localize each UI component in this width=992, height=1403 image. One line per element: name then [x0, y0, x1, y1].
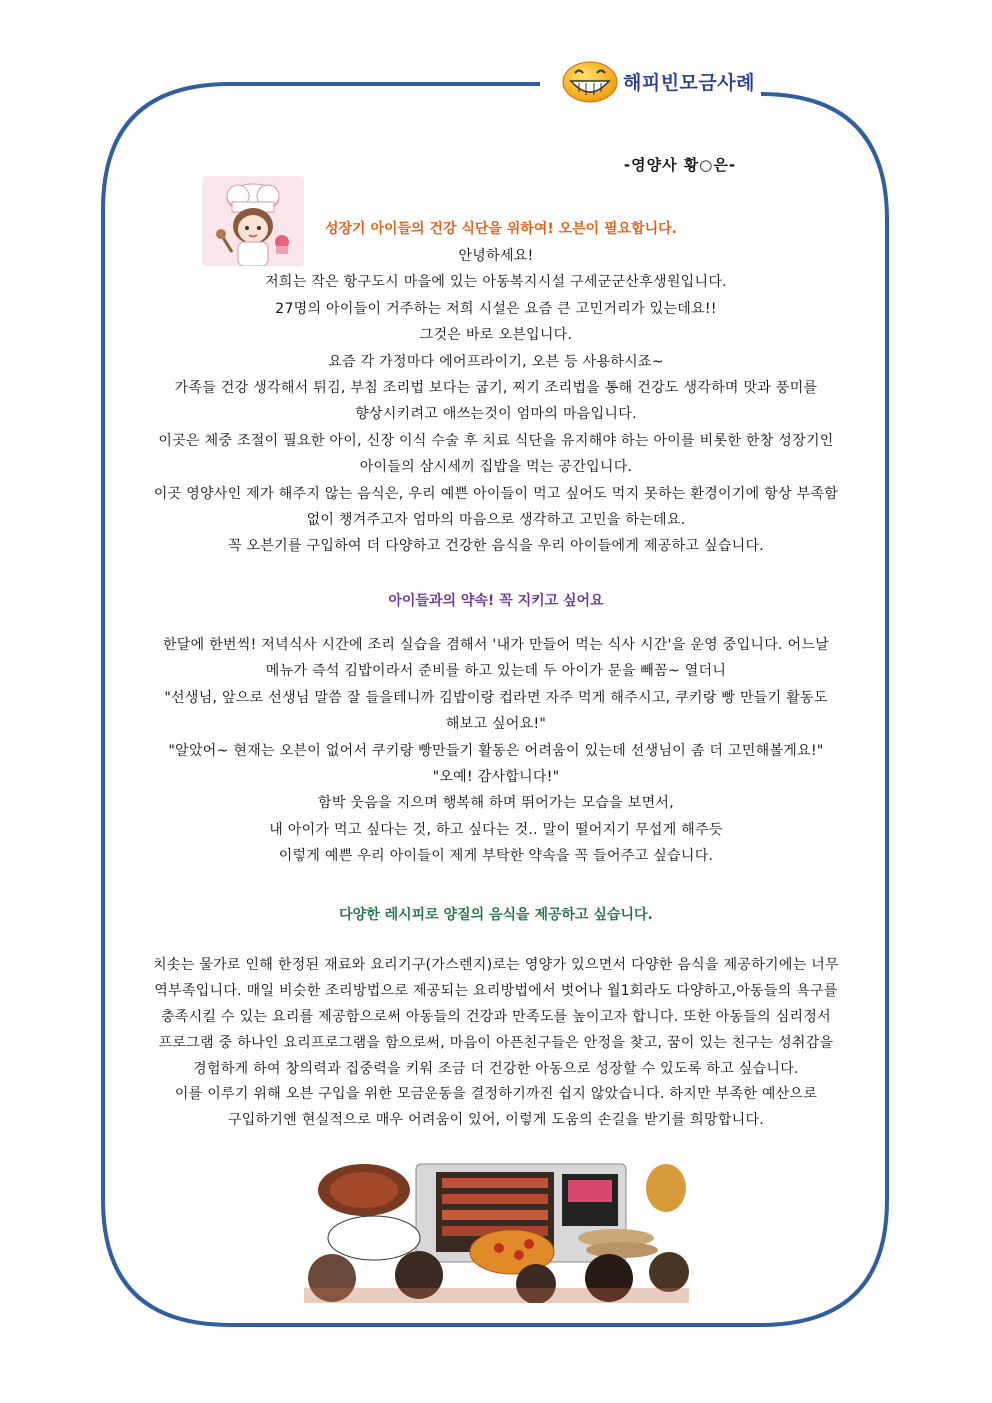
paragraph-line: 역부족입니다. 매일 비슷한 조리방법으로 제공되는 요리방법에서 벗어나 월1회라도 다양하고,아동들의 욕구를 — [154, 982, 838, 999]
paragraph-line: 안녕하세요! — [458, 248, 534, 264]
paragraph-line: 가족들 건강 생각해서 튀김, 부침 조리법 보다는 굽기, 찌기 조리법을 통해 건강도 생각하며 맛과 풍미를 — [174, 379, 818, 396]
section-heading-oven-needed: 성장기 아이들의 건강 식단을 위하여! 오븐이 필요합니다. — [325, 221, 677, 237]
paragraph-line: "오예! 감사합니다!" — [432, 768, 560, 785]
author-label: -영양사 황○은- — [623, 156, 737, 174]
paragraph-line: "선생님, 앞으로 선생님 말씀 잘 들을테니까 김밥이랑 컵라면 자주 먹게 해주시고, 쿠키랑 빵 만들기 활동도 — [164, 689, 828, 706]
logo-text: 해피빈모금사례 — [623, 71, 755, 94]
section-heading-recipes: 다양한 레시피로 양질의 음식을 제공하고 싶습니다. — [339, 907, 653, 923]
paragraph-line: 내 아이가 먹고 싶다는 것, 하고 싶다는 것.. 말이 떨어지기 무섭게 해주듯 — [269, 821, 723, 838]
paragraph-line: "알았어~ 현재는 오븐이 없어서 쿠키랑 빵만들기 활동은 어려움이 있는데 선생님이 좀 더 고민해볼게요!" — [168, 742, 824, 759]
section-2-body — [100, 632, 892, 870]
paragraph-line: 요즘 각 가정마다 에어프라이기, 오븐 등 사용하시죠~ — [328, 353, 664, 370]
paragraph-line: 메뉴가 즉석 김밥이라서 준비를 하고 있는데 두 아이가 문을 빼꼼~ 열더니 — [265, 663, 727, 680]
oven-collage-photo — [304, 1160, 689, 1303]
paragraph-line: 충족시킬 수 있는 요리를 제공함으로써 아동들의 건강과 만족도를 높이고자 합니다. 또한 아동들의 심리정서 — [160, 1008, 831, 1025]
paragraph-line: 이렇게 예쁜 우리 아이들이 제게 부탁한 약속을 꼭 들어주고 싶습니다. — [278, 848, 714, 865]
logo — [555, 58, 761, 104]
paragraph-line: 27명의 아이들이 거주하는 저희 시설은 요즘 큰 고민거리가 있는데요!! — [275, 300, 717, 317]
paragraph-line: 한달에 한번씩! 저녁식사 시간에 조리 실습을 겸해서 '내가 만들어 먹는 식사 시간'을 운영 중입니다. 어느날 — [162, 637, 830, 653]
paragraph-line: 해보고 싶어요!" — [445, 716, 547, 733]
paragraph-line: 이를 이루기 위해 오븐 구입을 위한 모금운동을 결정하기까진 쉽지 않았습니다. 하지만 부족한 예산으로 — [174, 1086, 818, 1103]
paragraph-line: 구입하기엔 현실적으로 매우 어려움이 있어, 이렇게 도움의 손길을 받기를 희망합니다. — [227, 1112, 765, 1129]
paragraph-line: 그것은 바로 오븐입니다. — [419, 327, 573, 344]
paragraph-line: 향상시키려고 애쓰는것이 엄마의 마음입니다. — [355, 406, 637, 423]
paragraph-line: 아이들의 삼시세끼 집밥을 먹는 공간입니다. — [359, 459, 633, 476]
paragraph-line: 치솟는 물가로 인해 한정된 재료와 요리기구(가스렌지)로는 영양가 있으면서 다양한 음식을 제공하기에는 너무 — [153, 957, 839, 973]
paragraph-line: 경험하게 하여 창의력과 집중력을 키워 조금 더 건강한 아동으로 성장할 수 있도록 하고 싶습니다. — [193, 1060, 799, 1077]
paragraph-line: 저희는 작은 항구도시 마을에 있는 아동복지시설 구세군군산후생원입니다. — [265, 274, 727, 291]
paragraph-line: 없이 챙겨주고자 엄마의 마음으로 생각하고 고민을 하는데요. — [306, 511, 686, 528]
paragraph-line: 함박 웃음을 지으며 행복해 하며 뛰어가는 모습을 보면서, — [318, 795, 674, 812]
paragraph-line: 이곳은 체중 조절이 필요한 아이, 신장 이식 수술 후 치료 식단을 유지해야 하는 아이를 비롯한 한창 성장기인 — [158, 432, 834, 449]
paragraph-line: 프로그램 중 하나인 요리프로그램을 함으로써, 마음이 아픈친구들은 안정을 찾고, 꿈이 있는 친구는 성취감을 — [158, 1034, 834, 1051]
section-3-body — [100, 953, 892, 1134]
section-1-body — [100, 243, 892, 560]
paragraph-line: 이곳 영양사인 제가 해주지 않는 음식은, 우리 예쁜 아이들이 먹고 싶어도 먹지 못하는 환경이기에 항상 부족함 — [153, 485, 839, 502]
paragraph-line: 꼭 오븐기를 구입하여 더 다양하고 건강한 음식을 우리 아이들에게 제공하고 싶습니다. — [227, 538, 765, 555]
smiley-logo-icon — [561, 59, 619, 103]
section-heading-promise: 아이들과의 약속! 꼭 지키고 싶어요 — [388, 593, 604, 609]
